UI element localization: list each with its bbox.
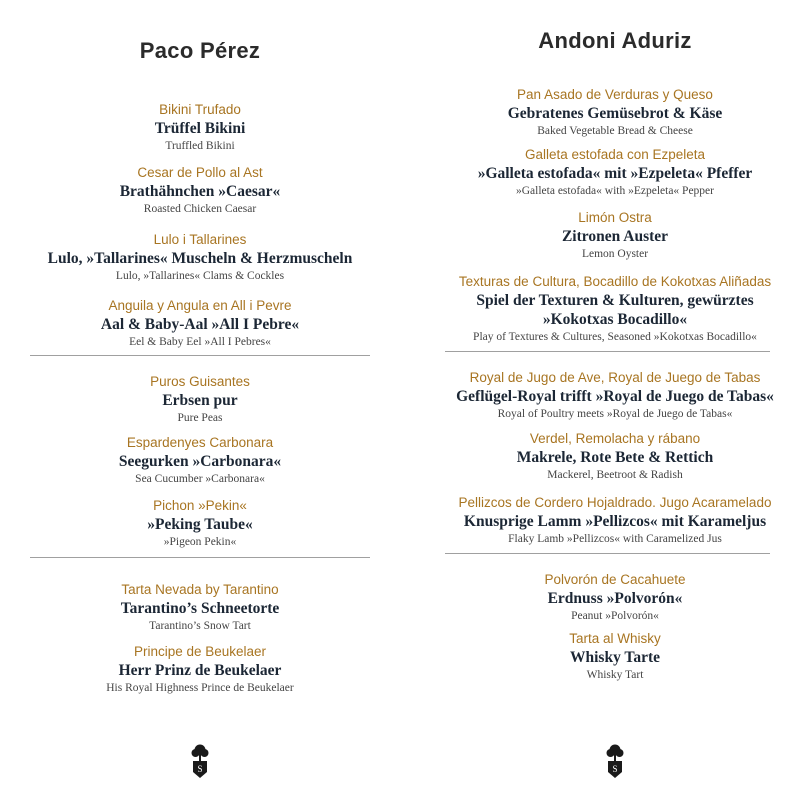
dish-german-name: Trüffel Bikini	[154, 120, 246, 137]
dish-spanish-name: Anguila y Angula en All i Pevre	[108, 298, 292, 313]
menu-item	[30, 497, 370, 550]
menu-item	[440, 430, 790, 483]
dish-spanish-name: Verdel, Remolacha y rábano	[529, 431, 701, 446]
dish-spanish-name: Pan Asado de Verduras y Queso	[517, 87, 713, 102]
dish-english-name: Mackerel, Beetroot & Radish	[547, 469, 683, 481]
dish-english-name: Sea Cucumber »Carbonara«	[135, 473, 265, 485]
dish-german-name: Makrele, Rote Bete & Rettich	[516, 449, 714, 466]
dish-spanish-name: Puros Guisantes	[150, 374, 250, 389]
chef-name-right: Andoni Aduriz	[538, 28, 692, 53]
dish-german-name: Aal & Baby-Aal »All I Pebre«	[100, 316, 300, 333]
section-divider	[30, 557, 370, 558]
dish-german-name: Lulo, »Tallarines« Muscheln & Herzmuscheln	[47, 250, 353, 267]
menu-item	[440, 209, 790, 262]
section-divider	[445, 351, 770, 352]
menu-item	[30, 231, 370, 284]
dish-english-name: »Galleta estofada« with »Ezpeleta« Pepper	[516, 185, 714, 197]
dish-german-name: Gebratenes Gemüsebrot & Käse	[507, 105, 723, 122]
dish-spanish-name: Polvorón de Cacahuete	[544, 572, 686, 587]
menu-item	[440, 146, 790, 199]
svg-text:S: S	[197, 764, 203, 774]
dish-spanish-name: Royal de Jugo de Ave, Royal de Juego de Tabas	[469, 370, 761, 385]
menu-item	[440, 86, 790, 139]
menu-item	[30, 164, 370, 217]
dish-german-name: Whisky Tarte	[569, 649, 660, 666]
dish-spanish-name: Texturas de Cultura, Bocadillo de Kokotxas Aliñadas	[458, 274, 772, 289]
menu-item	[30, 297, 370, 350]
menu-item	[440, 494, 790, 547]
dish-english-name: Truffled Bikini	[165, 140, 235, 152]
tree-emblem-icon	[605, 744, 625, 780]
dish-german-name: Seegurken »Carbonara«	[118, 453, 282, 470]
dish-spanish-name: Pellizcos de Cordero Hojaldrado. Jugo Acaramelado	[458, 495, 772, 510]
menu-item	[440, 571, 790, 624]
dish-german-name-continued: »Kokotxas Bocadillo«	[542, 311, 688, 328]
chef-name-left: Paco Pérez	[139, 38, 261, 63]
dish-spanish-name: Tarta al Whisky	[569, 631, 661, 646]
dish-english-name: Tarantino’s Snow Tart	[149, 620, 251, 632]
dish-german-name: Spiel der Texturen & Kulturen, gewürztes	[476, 292, 754, 309]
dish-spanish-name: Bikini Trufado	[159, 102, 241, 117]
dish-spanish-name: Espardenyes Carbonara	[126, 435, 274, 450]
left-menu-column	[30, 0, 370, 800]
dish-spanish-name: Pichon »Pekin«	[153, 498, 247, 513]
dish-german-name: Tarantino’s Schneetorte	[120, 600, 280, 617]
dish-german-name: »Galleta estofada« mit »Ezpeleta« Pfeffer	[477, 165, 753, 182]
dish-german-name: Zitronen Auster	[561, 228, 669, 245]
dish-german-name: Geflügel-Royal trifft »Royal de Juego de Tabas«	[456, 388, 774, 405]
menu-item	[30, 643, 370, 696]
tree-emblem-icon	[190, 744, 210, 780]
dish-german-name: Knusprige Lamm »Pellizcos« mit Karameljus	[463, 513, 767, 530]
dish-spanish-name: Principe de Beukelaer	[133, 644, 267, 659]
section-divider	[30, 355, 370, 356]
menu-item	[440, 630, 790, 683]
dish-english-name: Royal of Poultry meets »Royal de Juego de Tabas«	[497, 408, 733, 420]
dish-spanish-name: Tarta Nevada by Tarantino	[121, 582, 279, 597]
menu-item	[30, 581, 370, 634]
right-menu-column	[440, 0, 790, 800]
dish-english-name: Baked Vegetable Bread & Cheese	[537, 125, 693, 137]
dish-english-name: Pure Peas	[177, 412, 223, 424]
menu-item	[30, 373, 370, 426]
dish-english-name: Lemon Oyster	[581, 248, 649, 260]
dish-english-name: Peanut »Polvorón«	[571, 610, 659, 622]
dish-english-name: Whisky Tart	[586, 669, 644, 681]
menu-item	[30, 434, 370, 487]
menu-item	[440, 369, 790, 422]
dish-german-name: Erbsen pur	[162, 392, 238, 409]
dish-english-name: Lulo, »Tallarines« Clams & Cockles	[115, 270, 285, 282]
menu-item	[440, 273, 790, 345]
dish-english-name: Flaky Lamb »Pellizcos« with Caramelized Jus	[508, 533, 722, 545]
dish-german-name: »Peking Taube«	[147, 516, 253, 533]
dish-spanish-name: Lulo i Tallarines	[153, 232, 247, 247]
svg-text:S: S	[612, 764, 618, 774]
dish-german-name: Brathähnchen »Caesar«	[119, 183, 281, 200]
dish-english-name: Eel & Baby Eel »All I Pebres«	[129, 336, 271, 348]
dish-german-name: Erdnuss »Polvorón«	[547, 590, 683, 607]
dish-spanish-name: Cesar de Pollo al Ast	[137, 165, 263, 180]
dish-english-name: »Pigeon Pekin«	[163, 536, 237, 548]
dish-german-name: Herr Prinz de Beukelaer	[118, 662, 282, 679]
dish-english-name: Roasted Chicken Caesar	[143, 203, 257, 215]
dish-english-name: His Royal Highness Prince de Beukelaer	[106, 682, 294, 694]
dish-english-name: Play of Textures & Cultures, Seasoned »Kokotxas Bocadillo«	[473, 331, 757, 343]
dish-spanish-name: Galleta estofada con Ezpeleta	[524, 147, 706, 162]
menu-item	[30, 101, 370, 154]
section-divider	[445, 553, 770, 554]
dish-spanish-name: Limón Ostra	[578, 210, 652, 225]
